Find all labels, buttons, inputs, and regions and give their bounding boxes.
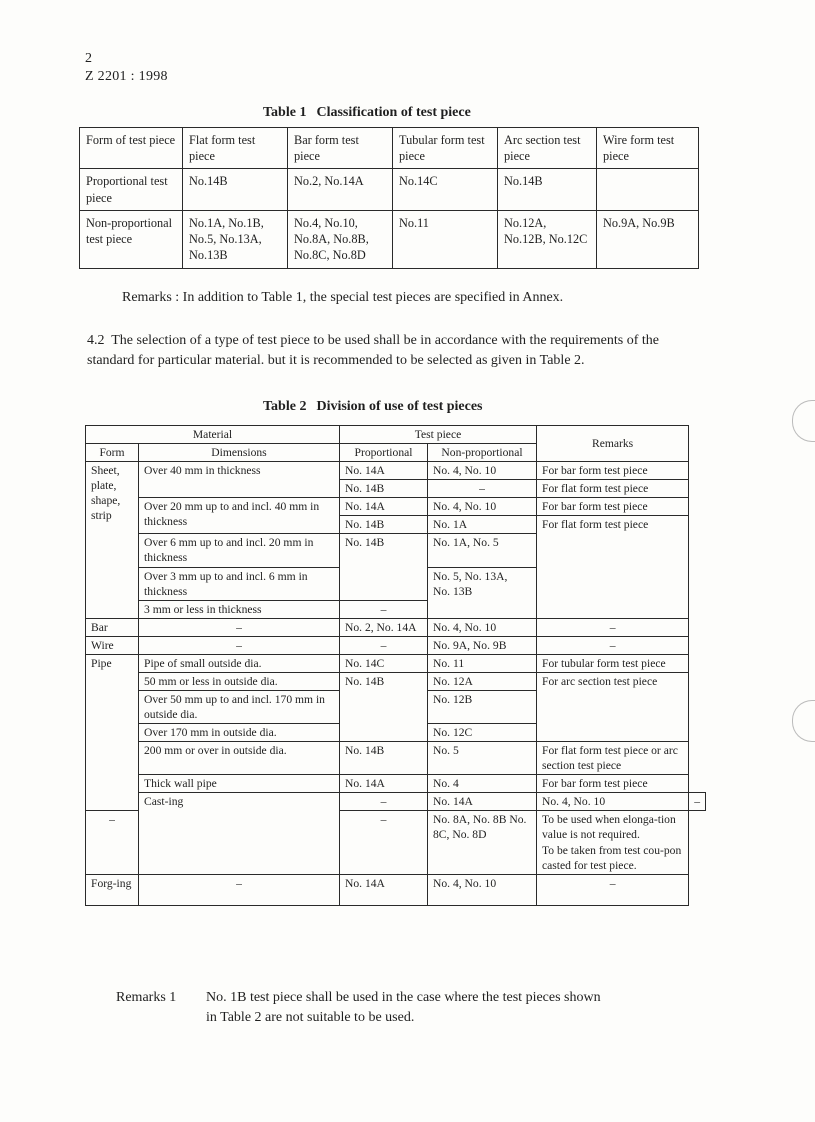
header-cell: Arc section test piece [498,128,597,169]
proportional-cell: No. 14B [340,534,428,600]
non-proportional-cell: No. 12A [428,672,537,690]
non-proportional-cell: No. 4, No. 10 [428,874,537,905]
proportional-cell: No. 14B [340,516,428,534]
remarks-cell [537,811,689,874]
clause-number: 4.2 [87,333,105,348]
proportional-cell: No. 14A [340,874,428,905]
proportional-cell: No. 2, No. 14A [340,618,428,636]
non-proportional-cell: No. 4, No. 10 [428,618,537,636]
non-proportional-cell: No. 4, No. 10 [428,498,537,516]
header-cell: Flat form test piece [183,128,288,169]
header-material: Material [86,426,340,444]
header-test-piece: Test piece [340,426,537,444]
non-proportional-cell: No. 12B [428,690,537,723]
table1-title: Classification of test piece [316,105,471,120]
binder-hole-mark [792,700,815,742]
table-cell: No.12A, No.12B, No.12C [498,210,597,268]
table-row [86,654,706,672]
remarks-cell: For tubular form test piece [537,654,689,672]
non-proportional-cell: No. 5 [428,742,537,775]
dimension-cell: Over 20 mm up to and incl. 40 mm in thickness [139,498,340,534]
remarks-cell: – [537,618,689,636]
table-cell [597,169,699,210]
table2-caption [263,399,483,415]
binder-hole-mark [792,400,815,442]
header-cell: Wire form test piece [597,128,699,169]
remarks-cell: For flat form test piece or arc section test piece [537,742,689,775]
dimension-cell: Over 50 mm up to and incl. 170 mm in outside dia. [139,690,340,723]
dimension-cell: Over 6 mm up to and incl. 20 mm in thickness [139,534,340,567]
table-row [86,636,706,654]
table-row [80,169,699,210]
table-cell: No.4, No.10, No.8A, No.8B, No.8C, No.8D [288,210,393,268]
non-proportional-text: No. 5, No. 13A, [433,569,508,583]
remarks-text: To be used when elonga-tion value is not required. [542,813,676,842]
dimension-cell: – [340,793,428,811]
proportional-cell: – [340,636,428,654]
dimension-cell: 50 mm or less in outside dia. [139,672,340,690]
table-cell: Proportional test piece [80,169,183,210]
dimension-cell: Over 170 mm in outside dia. [139,724,340,742]
remarks-cell: For bar form test piece [537,462,689,480]
proportional-cell: No. 14B [340,672,428,741]
header-remarks: Remarks [537,426,689,462]
form-cell: Wire [86,636,139,654]
table-row [86,874,706,905]
non-proportional-cell: No. 12C [428,724,537,742]
table2-title: Division of use of test pieces [316,399,483,414]
non-proportional-cell: No. 9A, No. 9B [428,636,537,654]
proportional-cell: No. 14C [340,654,428,672]
table-row [80,210,699,268]
table-cell: No.14B [498,169,597,210]
header-cell: Form of test piece [80,128,183,169]
division-table [85,425,706,906]
dimension-cell: – [139,618,340,636]
non-proportional-text: No. 13B [433,584,473,598]
dimension-cell: Over 40 mm in thickness [139,462,340,498]
table-cell: No.11 [393,210,498,268]
table-cell: No.14C [393,169,498,210]
table-cell: No.2, No.14A [288,169,393,210]
form-cell: Forg-ing [86,874,139,905]
table1-caption [263,105,471,121]
table1-remarks: Remarks : In addition to Table 1, the special test pieces are specified in Annex. [122,290,564,305]
form-cell: Bar [86,618,139,636]
table-cell: No.1A, No.1B, No.5, No.13A, No.13B [183,210,288,268]
table1-number: Table 1 [263,105,307,120]
remarks-text: To be taken from test cou-pon casted for test piece. [542,843,682,872]
dimension-cell: Pipe of small outside dia. [139,654,340,672]
non-proportional-cell: No. 1A [428,516,537,534]
form-cell: Sheet, plate, shape, strip [86,462,139,619]
header-proportional: Proportional [340,444,428,462]
table-row [86,498,706,516]
non-proportional-cell: No. 4 [428,775,537,793]
table-cell: No.9A, No.9B [597,210,699,268]
classification-table [79,127,699,269]
dimension-cell: 3 mm or less in thickness [139,600,340,618]
non-proportional-cell: – [428,480,537,498]
non-proportional-cell: No. 4, No. 10 [537,793,689,811]
remarks-cell: – [537,636,689,654]
form-cell: Cast-ing [139,793,340,874]
dimension-cell: 200 mm or over in outside dia. [139,742,340,775]
remarks-label: Remarks 1 [116,990,177,1005]
proportional-cell: – [340,600,428,618]
standard-code: Z 2201 : 1998 [85,69,168,84]
table-row [86,793,706,811]
table-header-row [80,128,699,169]
proportional-cell: No. 14B [340,742,428,775]
table-row [86,618,706,636]
remarks-text-line1: No. 1B test piece shall be used in the case where the test pieces shown [206,990,601,1005]
table-row [86,462,706,480]
non-proportional-cell: No. 4, No. 10 [428,462,537,480]
dimension-cell: Thick wall pipe [139,775,340,793]
clause-4-2 [87,331,705,371]
table-row [86,775,706,793]
table2-number: Table 2 [263,399,307,414]
table2-remarks [116,988,716,1028]
clause-text: The selection of a type of test piece to be used shall be in accordance with the requirements of the standard for particular material. but it is recommended to be selected as given in Table 2. [87,333,659,368]
remarks-cell: For flat form test piece [537,480,689,498]
remarks-cell: For arc section test piece [537,672,689,741]
non-proportional-cell: No. 11 [428,654,537,672]
page-number: 2 [85,51,92,66]
remarks-cell: – [689,793,706,811]
table-cell: No.14B [183,169,288,210]
remarks-text-line2: in Table 2 are not suitable to be used. [206,1010,415,1025]
header-form: Form [86,444,139,462]
non-proportional-cell [428,567,537,618]
remarks-cell: For flat form test piece [537,516,689,618]
proportional-cell: – [340,811,428,874]
dimension-cell: – [139,874,340,905]
header-non-proportional: Non-proportional [428,444,537,462]
remarks-cell: For bar form test piece [537,498,689,516]
dimension-cell: – [86,811,139,874]
table-row [86,672,706,690]
table-cell: Non-proportional test piece [80,210,183,268]
header-cell: Bar form test piece [288,128,393,169]
remarks-cell: For bar form test piece [537,775,689,793]
non-proportional-cell: No. 1A, No. 5 [428,534,537,567]
header-dimensions: Dimensions [139,444,340,462]
form-cell: Pipe [86,654,139,811]
table-row [86,742,706,775]
proportional-cell: No. 14A [340,775,428,793]
remarks-cell: – [537,874,689,905]
dimension-cell: Over 3 mm up to and incl. 6 mm in thickness [139,567,340,600]
proportional-cell: No. 14A [340,498,428,516]
dimension-cell: – [139,636,340,654]
non-proportional-cell: No. 8A, No. 8B No. 8C, No. 8D [428,811,537,874]
proportional-cell: No. 14A [428,793,537,811]
table-header-row [86,426,706,444]
header-cell: Tubular form test piece [393,128,498,169]
proportional-cell: No. 14B [340,480,428,498]
proportional-cell: No. 14A [340,462,428,480]
